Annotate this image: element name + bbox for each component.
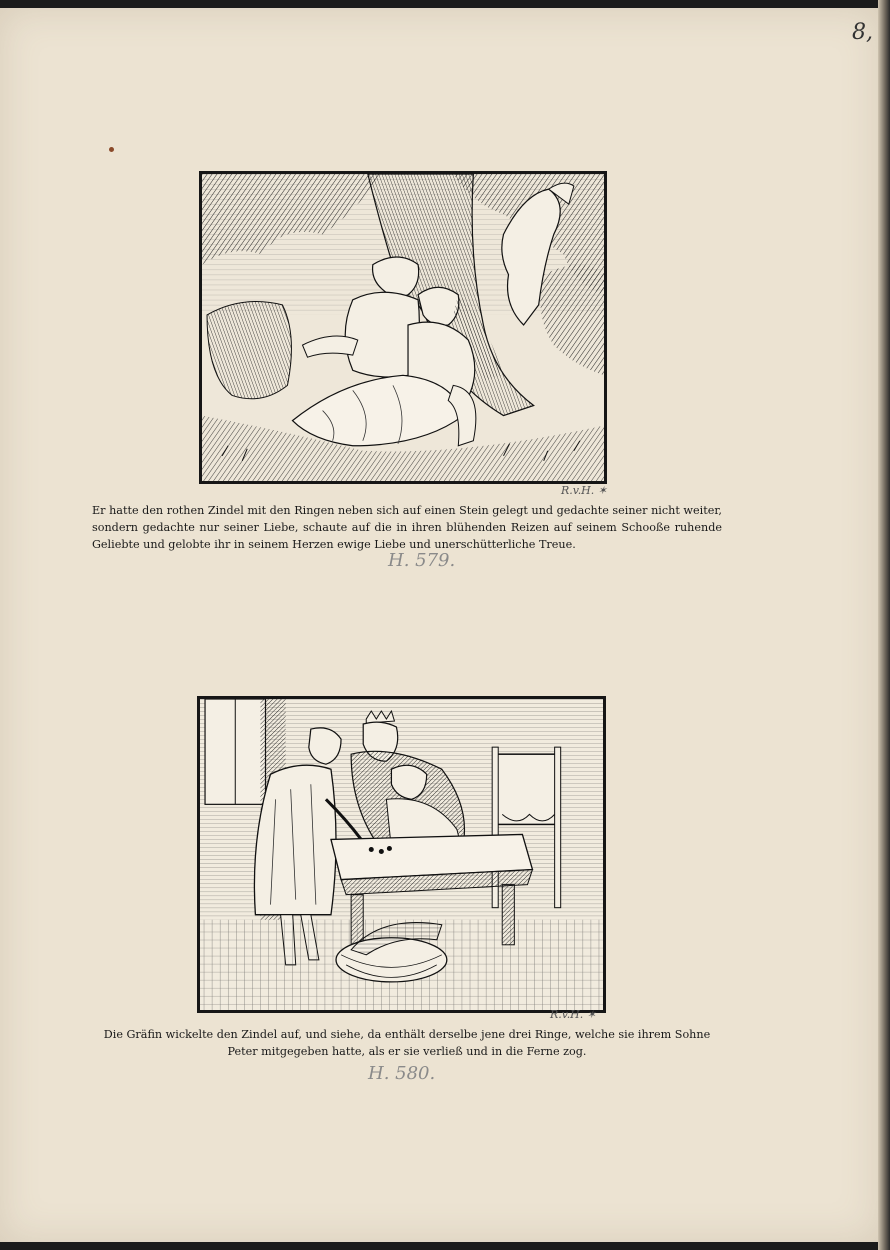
book-page (0, 8, 880, 1242)
illustration-1-lovers-under-tree (199, 171, 607, 484)
illustration-2-countess-at-table (197, 696, 606, 1013)
caption-1: Er hatte den rothen Zindel mit den Ringen neben sich auf einen Stein gelegt und gedachte seiner nicht weiter, sondern gedachte nur seiner Liebe, schaute auf die in ihren blühenden Reizen auf seinem Schooße ruhende Geliebte und gelobte ihr in seinem Herzen ewige Liebe und unerschütterliche Treue. (92, 504, 722, 551)
inventory-number-1: H. 579. (388, 550, 456, 571)
caption-2: Die Gräfin wickelte den Zindel auf, und siehe, da enthält derselbe jene drei Ringe, welche sie ihrem Sohne Peter mitgegeben hatte, als er sie verließ und in die Ferne zog. (103, 1028, 711, 1058)
inventory-number-2: H. 580. (368, 1063, 436, 1084)
engraving-2-artwork (200, 699, 603, 1010)
page-number: 8, (852, 20, 873, 45)
artist-signature-2: R.v.H. ✶ (550, 1008, 596, 1021)
ink-spot (109, 147, 114, 152)
engraving-1-artwork (202, 174, 604, 481)
artist-signature-1: R.v.H. ✶ (561, 484, 607, 497)
page-edge-shadow (878, 0, 890, 1250)
